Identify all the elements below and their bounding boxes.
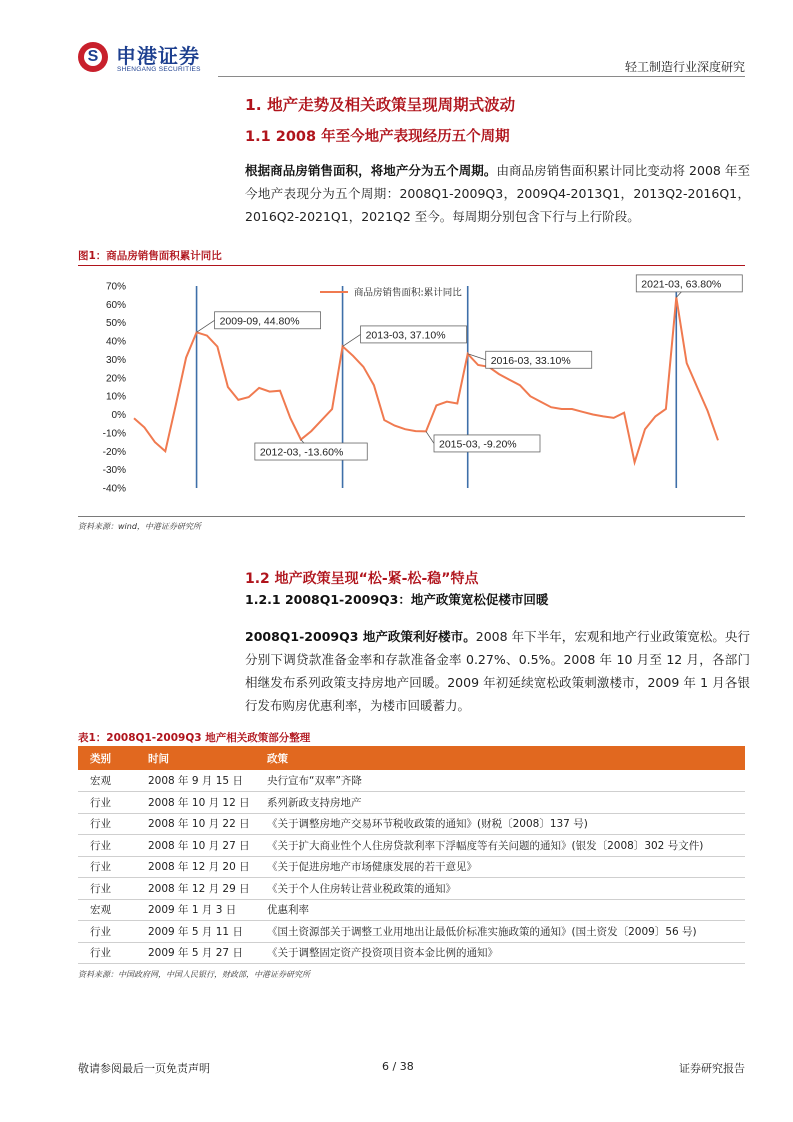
header-date: 时间 — [136, 746, 255, 770]
figure-top-rule — [78, 265, 745, 266]
paragraph-policy-body: 2008 年下半年，宏观和地产行业政策宽松。央行分别下调贷款准备金率和存款准备金率 0.27%、0.5%。2008 年 10 月至 12 月，各部门相继发布系列政策支持房地产回暖。2009 年初延续宽松政策刺激楼市，2009 年 1 月各银行发布购房优惠利率，为楼市回暖蓄力。 — [245, 629, 750, 713]
y-tick-label: -30% — [102, 465, 126, 477]
cell-date: 2008 年 9 月 15 日 — [136, 770, 255, 792]
paragraph-body: 由商品房销售面积累计同比变动将 2008 年至今地产表现分为五个周期：2008Q1-2009Q3，2009Q4-2013Q1，2013Q2-2016Q1，2016Q2-2021Q1，2021Q2 至今。每周期分别包含下行与上行阶段。 — [245, 163, 750, 224]
cell-policy: 《国土资源部关于调整工业用地出让最低价标准实施政策的通知》(国土资发〔2009〕56 号) — [255, 921, 745, 943]
cell-category: 宏观 — [78, 899, 136, 921]
annotation-label: 2013-03, 37.10% — [365, 329, 446, 342]
table-source: 资料来源：中国政府网，中国人民银行，财政部，中港证券研究所 — [78, 970, 310, 979]
table-row — [78, 899, 745, 921]
cell-category: 行业 — [78, 835, 136, 857]
table-row — [78, 856, 745, 878]
y-tick-label: 50% — [105, 318, 126, 330]
y-tick-label: 30% — [105, 354, 126, 366]
section-title: 1. 地产走势及相关政策呈现周期式波动 — [245, 96, 516, 114]
cell-policy: 《关于个人住房转让营业税政策的通知》 — [255, 878, 745, 900]
cell-category: 行业 — [78, 942, 136, 964]
annotation-label: 2012-03, -13.60% — [259, 446, 344, 459]
table-row — [78, 878, 745, 900]
cell-policy: 《关于调整固定资产投资项目资本金比例的通知》 — [255, 942, 745, 964]
cell-date: 2009 年 5 月 27 日 — [136, 942, 255, 964]
header-divider — [218, 76, 745, 77]
cell-policy: 央行宣布“双率”齐降 — [255, 770, 745, 792]
figure-source: 资料来源：wind，中港证券研究所 — [78, 522, 201, 531]
annotation-label: 2009-09, 44.80% — [219, 315, 300, 328]
cell-category: 行业 — [78, 792, 136, 814]
annotation-label: 2016-03, 33.10% — [490, 354, 571, 367]
header-category: 类别 — [78, 746, 136, 770]
annotation-leader — [426, 431, 434, 443]
table-row — [78, 770, 745, 792]
table-row — [78, 835, 745, 857]
annotation-label: 2021-03, 63.80% — [641, 278, 722, 291]
section-1-2-title: 1.2 地产政策呈现“松-紧-松-稳”特点 — [245, 571, 479, 587]
sales-area-yoy-chart — [78, 270, 745, 515]
y-tick-label: 40% — [105, 336, 126, 348]
legend-label: 商品房销售面积:累计同比 — [354, 287, 462, 299]
table-row — [78, 813, 745, 835]
cell-policy: 《关于调整房地产交易环节税收政策的通知》(财税〔2008〕137 号) — [255, 813, 745, 835]
brand-name-en: SHENGANG SECURITIES — [117, 66, 201, 73]
y-tick-label: -40% — [102, 483, 126, 495]
table-row — [78, 792, 745, 814]
table-row — [78, 921, 745, 943]
y-tick-label: 60% — [105, 299, 126, 311]
paragraph-policy — [245, 625, 750, 717]
annotation-leader — [343, 334, 361, 346]
cell-policy: 《关于促进房地产市场健康发展的若干意见》 — [255, 856, 745, 878]
report-type: 轻工制造行业深度研究 — [624, 60, 745, 74]
table-header-row — [78, 746, 745, 770]
cell-date: 2008 年 12 月 20 日 — [136, 856, 255, 878]
cell-date: 2008 年 10 月 27 日 — [136, 835, 255, 857]
y-tick-label: 0% — [111, 410, 126, 422]
cell-date: 2009 年 5 月 11 日 — [136, 921, 255, 943]
brand-name-cn: 申港证券 — [116, 44, 200, 68]
cell-policy: 优惠利率 — [255, 899, 745, 921]
y-tick-label: -10% — [102, 428, 126, 440]
table-title: 表1：2008Q1-2009Q3 地产相关政策部分整理 — [78, 732, 311, 744]
paragraph-policy-lead: 2008Q1-2009Q3 地产政策利好楼市。 — [245, 629, 476, 644]
cell-policy: 系列新政支持房地产 — [255, 792, 745, 814]
cell-category: 行业 — [78, 878, 136, 900]
annotation-label: 2015-03, -9.20% — [439, 438, 517, 451]
figure-title: 图1：商品房销售面积累计同比 — [78, 250, 222, 262]
footer-disclaimer: 敬请参阅最后一页免责声明 — [78, 1062, 210, 1075]
cell-date: 2009 年 1 月 3 日 — [136, 899, 255, 921]
header-policy: 政策 — [255, 746, 745, 770]
page-number: 6 / 38 — [382, 1060, 414, 1073]
subsection-title: 1.1 2008 年至今地产表现经历五个周期 — [245, 129, 510, 145]
cell-category: 行业 — [78, 856, 136, 878]
table-row — [78, 942, 745, 964]
paragraph-lead: 根据商品房销售面积，将地产分为五个周期。 — [245, 163, 497, 178]
y-tick-label: 70% — [105, 281, 126, 293]
cell-category: 宏观 — [78, 770, 136, 792]
y-tick-label: -20% — [102, 446, 126, 458]
cell-date: 2008 年 12 月 29 日 — [136, 878, 255, 900]
section-1-2-1-title: 1.2.1 2008Q1-2009Q3：地产政策宽松促楼市回暖 — [245, 592, 549, 607]
brand-logo-letter: S — [87, 48, 99, 65]
annotation-leader — [197, 320, 215, 332]
cell-date: 2008 年 10 月 12 日 — [136, 792, 255, 814]
cell-date: 2008 年 10 月 22 日 — [136, 813, 255, 835]
cell-category: 行业 — [78, 813, 136, 835]
cell-policy: 《关于扩大商业性个人住房贷款利率下浮幅度等有关问题的通知》(银发〔2008〕302 号文件) — [255, 835, 745, 857]
footer-report-label: 证券研究报告 — [679, 1062, 745, 1075]
policy-table — [78, 746, 745, 964]
figure-bottom-rule — [78, 516, 745, 517]
paragraph-cycles — [245, 159, 750, 228]
y-tick-label: 10% — [105, 391, 126, 403]
cell-category: 行业 — [78, 921, 136, 943]
y-tick-label: 20% — [105, 373, 126, 385]
